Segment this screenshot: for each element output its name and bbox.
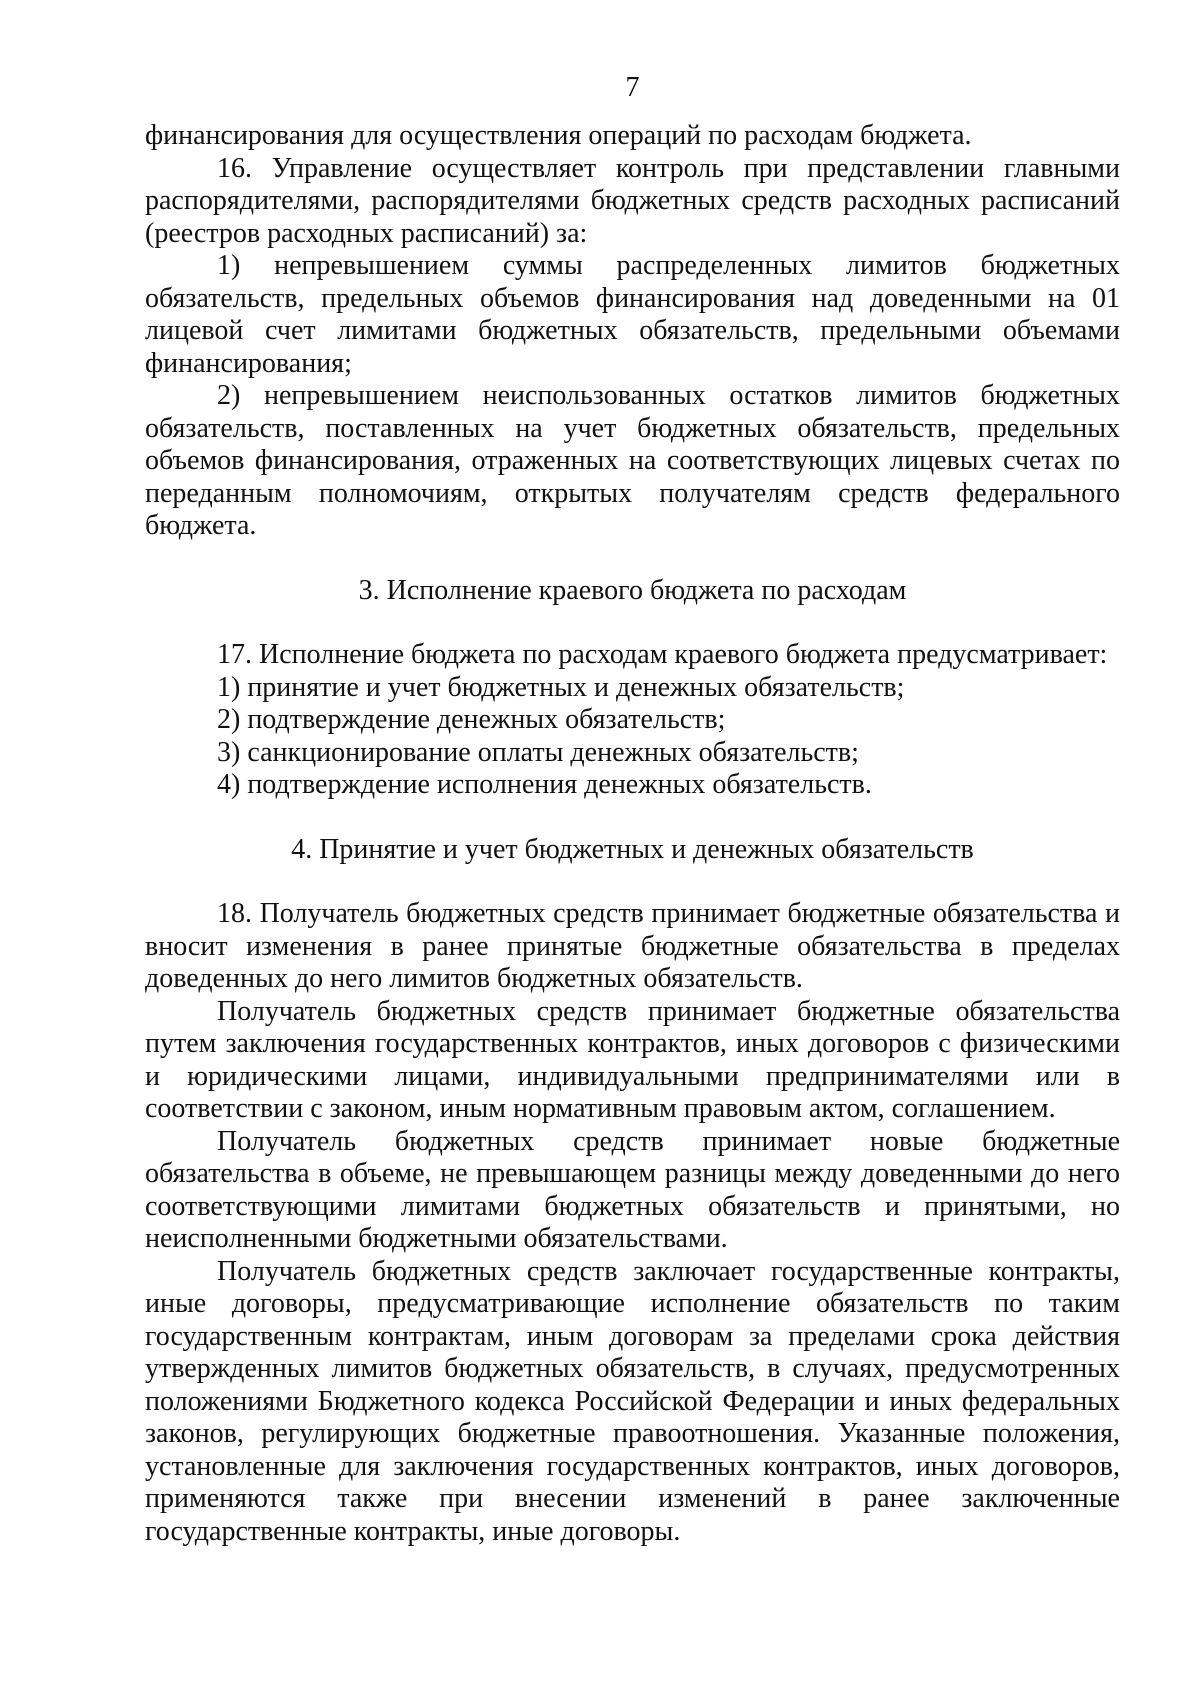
paragraph-18-long-term-contracts: Получатель бюджетных средств заключает государственные контракты, иные договоры, предусматривающие исполнение обязательств по таким государственным контрактам, иным договорам за пределами срока действия утвержденных лимитов бюджетных обязательств, в случаях, предусмотренных положениями Бюджетного кодекса Российской Федерации и иных федеральных законов, регулирующих бюджетные правоотношения. Указанные положения, установленные для заключения государственных контрактов, иных договоров, применяются также при внесении изменений в ранее заключенные государственные контракты, иные договоры. — [145, 1255, 1120, 1547]
paragraph-17-item-2: 2) подтверждение денежных обязательств; — [217, 704, 726, 735]
paragraph-16-item-1: 1) непревышением суммы распределенных лимитов бюджетных обязательств, предельных объемов финансирования над доведенными на 01 лицевой счет лимитами бюджетных обязательств, предельными объемами финансирования; — [145, 250, 1120, 379]
paragraph-17-item-1: 1) принятие и учет бюджетных и денежных обязательств; — [217, 671, 905, 703]
paragraph-16: 16. Управление осуществляет контроль при представлении главными распорядителями, распорядителями бюджетных средств расходных расписаний (реестров расходных расписаний) за: — [145, 152, 1120, 249]
spacer — [145, 802, 1120, 834]
page-number: 7 — [625, 72, 640, 103]
paragraph-18: 18. Получатель бюджетных средств принимает бюджетные обязательства и вносит изменения в ранее принятые бюджетные обязательства в пределах доведенных до него лимитов бюджетных обязательств. — [145, 898, 1120, 994]
section-3-heading: 3. Исполнение краевого бюджета по расходам — [358, 574, 907, 606]
spacer — [145, 543, 1120, 575]
paragraph-17-item-4: 4) подтверждение исполнения денежных обязательств. — [217, 769, 872, 800]
paragraph-17-item-3: 3) санкционирование оплаты денежных обязательств; — [217, 736, 859, 768]
paragraph-18-new-obligations: Получатель бюджетных средств принимает новые бюджетные обязательства в объеме, не превышающем разницы между доведенными до него соответствующими лимитами бюджетных обязательств и принятыми, но неисполненными бюджетными обязательствами. — [145, 1125, 1120, 1254]
section-4-heading: 4. Принятие и учет бюджетных и денежных обязательств — [291, 833, 974, 865]
spacer — [145, 866, 1120, 898]
paragraph-continuation: финансирования для осуществления операций по расходам бюджета. — [145, 120, 972, 151]
paragraph-16-item-2: 2) непревышением неиспользованных остатков лимитов бюджетных обязательств, поставленных на учет бюджетных обязательств, предельных объемов финансирования, отраженных на соответствующих лицевых счетах по переданным полномочиям, открытых получателям средств федерального бюджета. — [145, 380, 1120, 541]
paragraph-18-contracts: Получатель бюджетных средств принимает бюджетные обязательства путем заключения государственных контрактов, иных договоров с физическими и юридическими лицами, индивидуальными предпринимателями или в соответствии с законом, иным нормативным правовым актом, соглашением. — [145, 995, 1120, 1124]
paragraph-17: 17. Исполнение бюджета по расходам краевого бюджета предусматривает: — [217, 639, 1108, 670]
spacer — [145, 607, 1120, 639]
document-page — [145, 70, 1120, 1630]
